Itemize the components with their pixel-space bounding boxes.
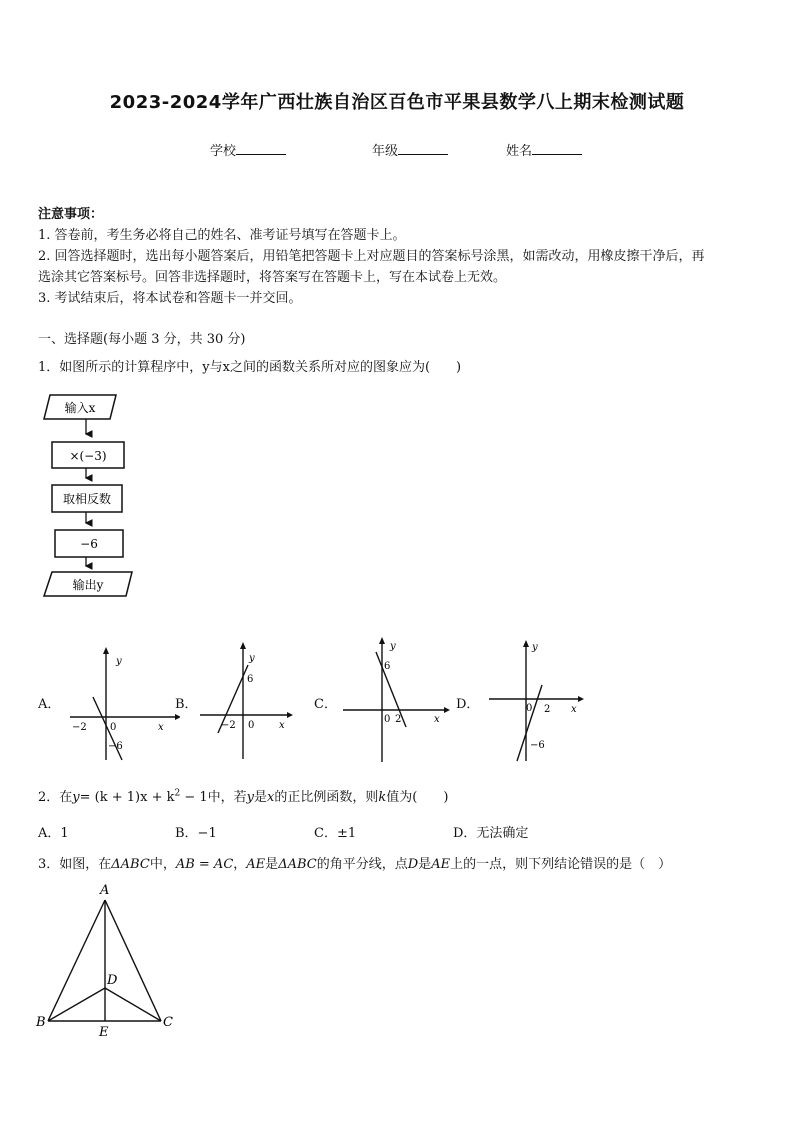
graph-d-y-intercept: −6 (530, 740, 545, 751)
option-d-label: D． (456, 697, 480, 712)
graph-c-y-arrow (379, 637, 385, 644)
q2-formula-end: − 1 (180, 790, 208, 805)
question-2-stem (38, 786, 448, 805)
notice-item-2-cont: 选涂其它答案标号。回答非选择题时，将答案写在答题卡上，写在本试卷上无效。 (38, 270, 507, 285)
grade-label: 年级 (372, 144, 399, 159)
q2-post3: 的正比例函数，则 (274, 790, 379, 805)
q2-option-a: A．1 (38, 826, 69, 841)
graph-d-y-arrow (523, 640, 529, 647)
q2-option-d: D．无法确定 (453, 826, 529, 841)
q3-p5: 的角平分线，点 (316, 857, 408, 872)
q3-p7: 上的一点，则下列结论错误的是（ ） (450, 857, 672, 872)
q3-e3: D (407, 857, 419, 872)
vertex-label-c: C (163, 1015, 173, 1030)
school-field (210, 140, 286, 159)
graph-b-y-label: y (249, 653, 255, 664)
segment-bd (48, 988, 105, 1021)
q2-formula-y: y (72, 790, 80, 805)
school-blank (236, 142, 286, 155)
graph-option-d (486, 635, 591, 765)
q2-post2: 是 (254, 790, 268, 805)
q3-e4: AE (431, 857, 451, 872)
q3-p3: ， (233, 857, 247, 872)
graph-b-y-intercept: 6 (247, 674, 254, 685)
q3-t1: ΔABC (111, 857, 150, 872)
grade-blank (398, 142, 448, 155)
graph-c-line (376, 652, 406, 727)
q3-p4: 是 (265, 857, 279, 872)
graph-c-origin: 0 (384, 714, 391, 725)
graph-a-y-intercept: −6 (108, 741, 123, 752)
q2-var-x: x (267, 790, 275, 805)
vertex-label-b: B (36, 1015, 46, 1030)
graph-d-x-intercept: 2 (544, 704, 551, 715)
q2-var-k: k (378, 790, 387, 805)
flow-output-text: 输出y (72, 578, 104, 592)
graph-a-x-intercept: −2 (72, 722, 87, 733)
name-label: 姓名 (506, 144, 533, 159)
q2-post4: 值为( ) (386, 790, 449, 805)
graph-b-origin: 0 (248, 720, 255, 731)
graph-b-x-label: x (279, 720, 285, 731)
q2-option-b: B．−1 (175, 826, 217, 841)
graph-c-x-intercept: 2 (395, 714, 402, 725)
vertex-label-a: A (100, 883, 110, 898)
option-a-label: A． (38, 697, 61, 712)
school-label: 学校 (210, 144, 237, 159)
graph-b-x-arrow (287, 712, 293, 718)
flow-negate-text: 取相反数 (62, 492, 112, 506)
q3-p6: 是 (418, 857, 432, 872)
graph-c-x-label: x (434, 714, 440, 725)
point-label-d: D (107, 973, 118, 988)
triangle-figure (30, 878, 190, 1043)
q2-post1: 中，若 (207, 790, 247, 805)
q2-formula-sup: 2 (174, 788, 181, 799)
flow-input-text: 输入x (64, 401, 96, 415)
name-blank (532, 142, 582, 155)
q3-t2: ΔABC (278, 857, 317, 872)
flowchart (38, 390, 138, 602)
q3-e1: AB = AC (175, 857, 234, 872)
graph-d-x-arrow (578, 696, 584, 702)
grade-field (372, 140, 448, 159)
option-c-label: C． (314, 697, 337, 712)
segment-ab (48, 900, 105, 1021)
q3-p2: 中， (149, 857, 176, 872)
question-3-stem (38, 853, 671, 872)
graph-option-a (60, 642, 180, 767)
notice-item-2: 2. 回答选择题时，选出每小题答案后，用铅笔把答题卡上对应题目的答案标号涂黑，如需改动，用橡皮擦干净后，再 (38, 249, 705, 264)
point-label-e: E (99, 1025, 109, 1040)
notice-item-3: 3. 考试结束后，将本试卷和答题卡一并交回。 (38, 291, 302, 306)
q3-p1: 3．如图，在 (38, 857, 112, 872)
graph-d-origin: 0 (526, 703, 533, 714)
q2-var-y: y (246, 790, 255, 805)
page-title: 2023-2024学年广西壮族自治区百色市平果县数学八上期末检测试题 (109, 92, 685, 113)
graph-a-x-label: x (158, 722, 164, 733)
q2-pre: 2．在 (38, 790, 73, 805)
graph-b-x-intercept: −2 (221, 720, 236, 731)
graph-c-y-label: y (390, 641, 396, 652)
graph-a-origin: 0 (110, 722, 117, 733)
question-1-stem: 1．如图所示的计算程序中，y与x之间的函数关系所对应的图象应为( ) (38, 360, 462, 375)
graph-option-b (195, 635, 300, 765)
graph-d-x-label: x (571, 704, 577, 715)
notice-heading: 注意事项： (38, 207, 104, 222)
q2-option-c: C．±1 (314, 826, 357, 841)
graph-d-y-label: y (532, 642, 538, 653)
q2-formula-mid: = (k + 1)x + k (79, 790, 175, 805)
name-field (506, 140, 582, 159)
graph-a-x-arrow (175, 714, 180, 720)
graph-c-y-intercept: 6 (384, 661, 391, 672)
graph-option-c (340, 632, 455, 767)
q3-e2: AE (246, 857, 266, 872)
graph-c-x-arrow (444, 707, 450, 713)
option-b-label: B． (175, 697, 198, 712)
notice-item-1: 1. 答卷前，考生务必将自己的姓名、准考证号填写在答题卡上。 (38, 228, 406, 243)
flow-multiply-text: ×(−3) (69, 449, 107, 463)
graph-a-y-arrow (103, 647, 109, 654)
segment-ac (105, 900, 161, 1021)
flow-subtract-text: −6 (80, 537, 98, 551)
graph-a-y-label: y (116, 656, 122, 667)
section-heading: 一、选择题(每小题 3 分，共 30 分) (38, 332, 246, 347)
graph-b-y-arrow (240, 642, 246, 649)
